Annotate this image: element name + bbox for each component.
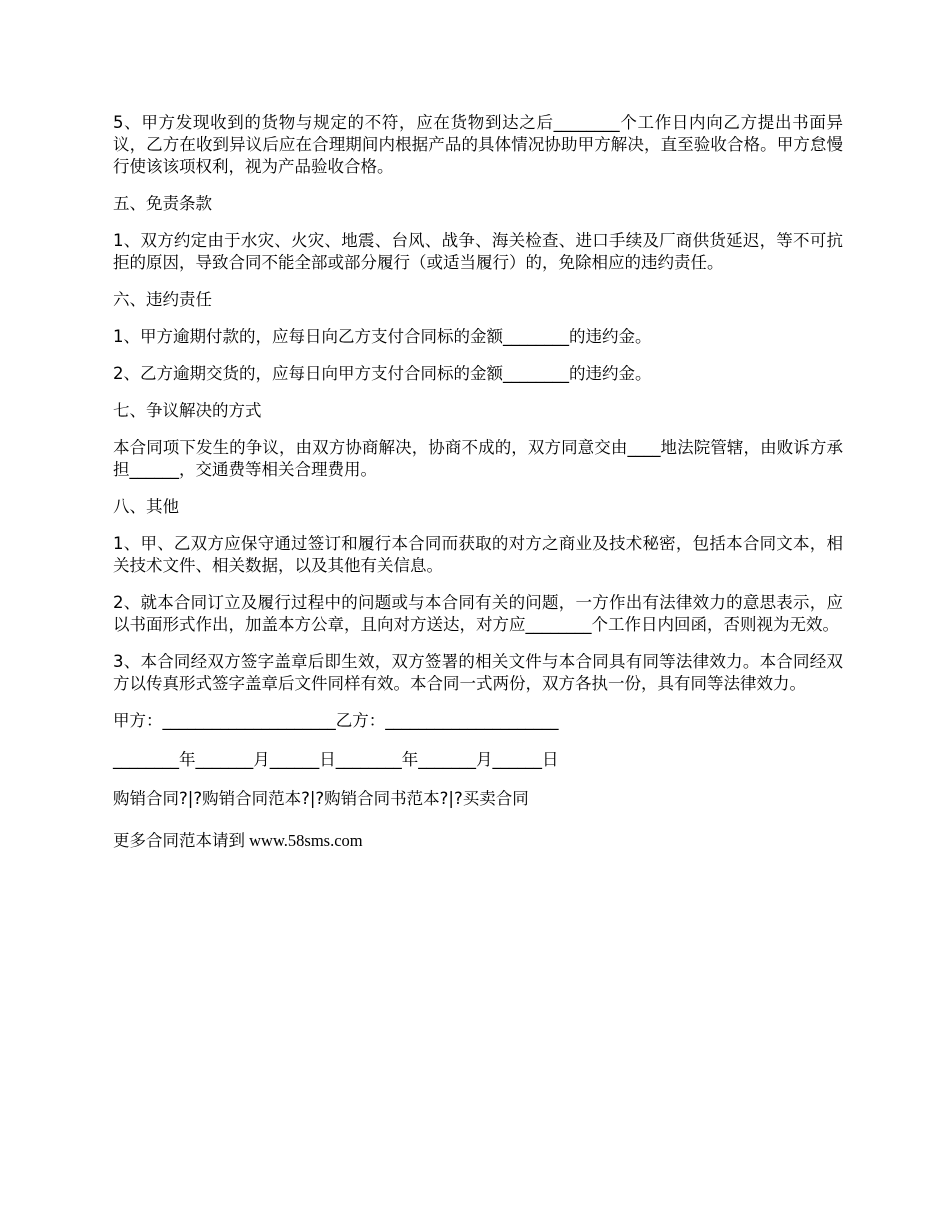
document-page	[113, 112, 843, 872]
more-templates-prefix: 更多合同范本请到	[113, 831, 245, 850]
more-templates-line	[113, 830, 843, 852]
website-url: www.58sms.com	[245, 831, 363, 850]
clause-8-1: 1、甲、乙双方应保守通过签订和履行本合同而获取的对方之商业及技术秘密，包括本合同文本，相关技术文件、相关数据，以及其他有关信息。	[113, 534, 843, 575]
tag-line: 购销合同?|?购销合同范本?|?购销合同书范本?|?买卖合同	[113, 789, 529, 808]
clause-7: 本合同项下发生的争议，由双方协商解决，协商不成的，双方同意交由____地法院管辖，由败诉方承担______，交通费等相关合理费用。	[113, 438, 843, 479]
clause-8-2: 2、就本合同订立及履行过程中的问题或与本合同有关的问题，一方作出有法律效力的意思表示，应以书面形式作出，加盖本方公章，且向对方送达，对方应________个工作日内回函，否则视为无效。	[113, 593, 843, 634]
section-heading-5: 五、免责条款	[113, 194, 212, 213]
section-heading-8: 八、其他	[113, 497, 179, 516]
clause-5-1: 1、双方约定由于水灾、火灾、地震、台风、战争、海关检查、进口手续及厂商供货延迟，等不可抗拒的原因，导致合同不能全部或部分履行（或适当履行）的，免除相应的违约责任。	[113, 231, 843, 272]
clause-6-1: 1、甲方逾期付款的，应每日向乙方支付合同标的金额________的违约金。	[113, 327, 652, 346]
clause-6-2: 2、乙方逾期交货的，应每日向甲方支付合同标的金额________的违约金。	[113, 364, 652, 383]
clause-acceptance-5: 5、甲方发现收到的货物与规定的不符，应在货物到达之后________个工作日内向乙方提出书面异议，乙方在收到异议后应在合理期间内根据产品的具体情况协助甲方解决，直至验收合格。甲方怠慢行使该该项权利，视为产品验收合格。	[113, 113, 843, 176]
clause-8-3: 3、本合同经双方签字盖章后即生效，双方签署的相关文件与本合同具有同等法律效力。本合同经双方以传真形式签字盖章后文件同样有效。本合同一式两份，双方各执一份，具有同等法律效力。	[113, 652, 843, 693]
date-line: ________年_______月______日________年_______月______日	[113, 750, 559, 769]
section-heading-6: 六、违约责任	[113, 290, 212, 309]
signature-line: 甲方：_____________________乙方：_____________________	[113, 711, 559, 730]
section-heading-7: 七、争议解决的方式	[113, 401, 262, 420]
